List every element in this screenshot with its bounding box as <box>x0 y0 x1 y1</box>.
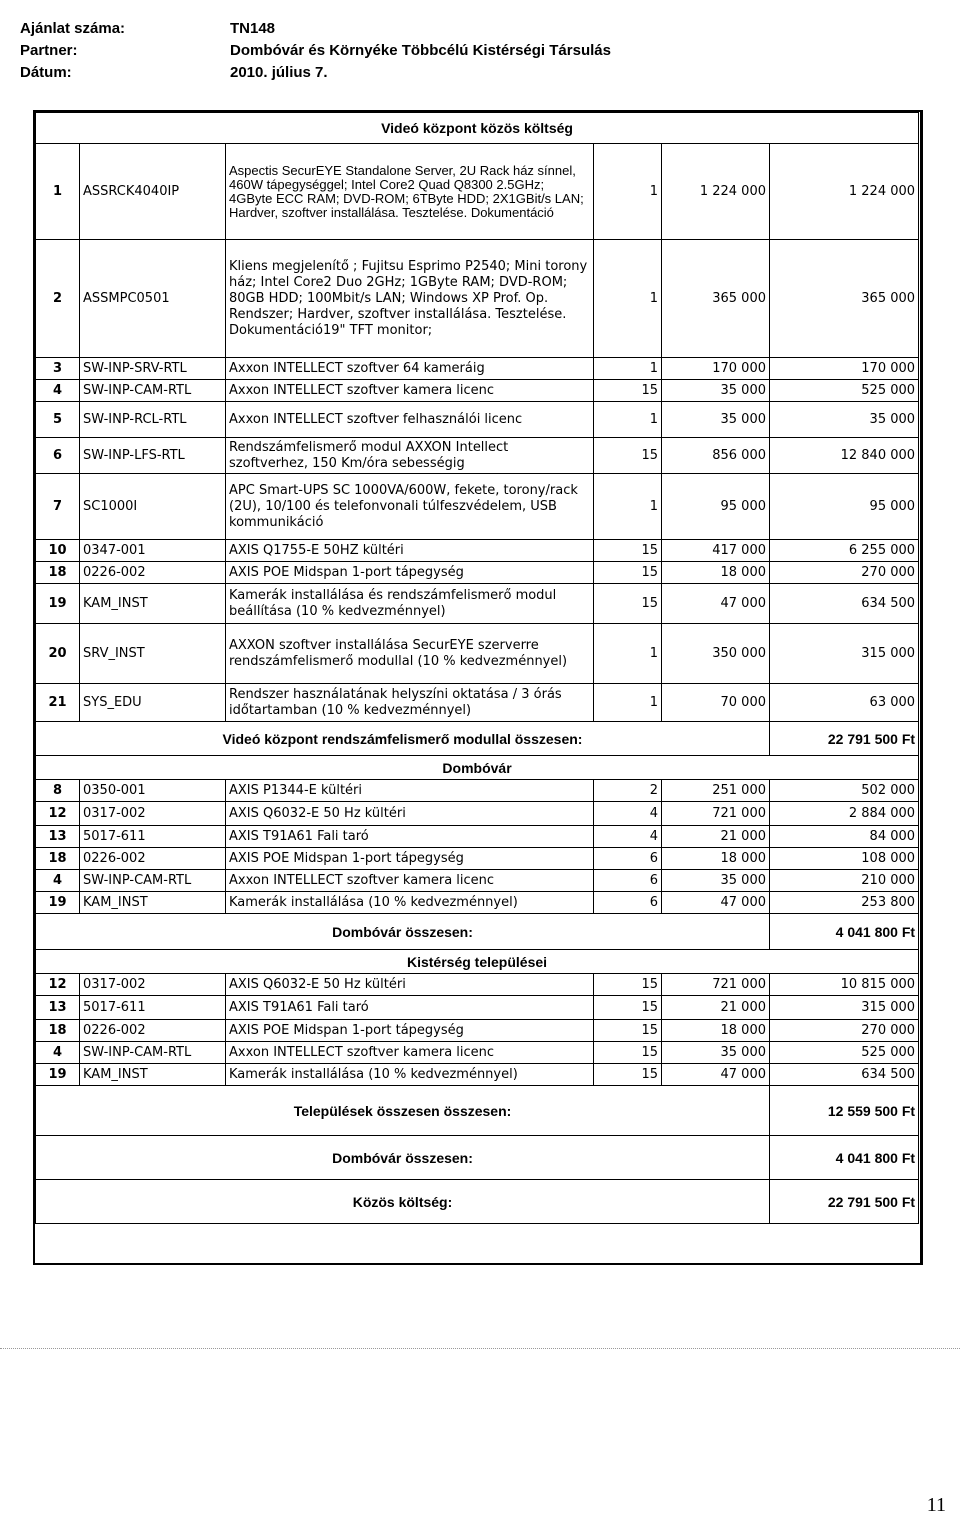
item-total: 210 000 <box>770 870 919 892</box>
item-unit-price: 47 000 <box>662 584 770 624</box>
item-quantity: 1 <box>594 240 662 358</box>
item-description: AXIS Q6032-E 50 Hz kültéri <box>226 802 594 826</box>
item-description: AXIS Q6032-E 50 Hz kültéri <box>226 974 594 996</box>
item-number: 4 <box>36 870 80 892</box>
item-quantity: 6 <box>594 870 662 892</box>
table-row <box>36 892 919 914</box>
item-number: 5 <box>36 402 80 438</box>
item-unit-price: 18 000 <box>662 562 770 584</box>
item-code: SW-INP-LFS-RTL <box>80 438 226 474</box>
table-row <box>36 826 919 848</box>
item-number: 20 <box>36 624 80 684</box>
section-title-dombovar: Dombóvár <box>36 756 919 780</box>
item-number: 10 <box>36 540 80 562</box>
item-total: 108 000 <box>770 848 919 870</box>
item-code: SW-INP-SRV-RTL <box>80 358 226 380</box>
dombovar-sum-label: Dombóvár összesen: <box>36 914 770 950</box>
item-quantity: 15 <box>594 584 662 624</box>
page-number: 11 <box>926 1494 946 1516</box>
item-number: 8 <box>36 780 80 802</box>
item-number: 6 <box>36 438 80 474</box>
scan-divider <box>0 1348 960 1349</box>
quote-table-body <box>36 113 919 1224</box>
item-unit-price: 721 000 <box>662 974 770 996</box>
table-row <box>36 540 919 562</box>
item-quantity: 1 <box>594 402 662 438</box>
date-label: Dátum: <box>20 64 72 81</box>
table-row <box>36 996 919 1020</box>
item-unit-price: 35 000 <box>662 1042 770 1064</box>
item-number: 12 <box>36 974 80 996</box>
item-quantity: 15 <box>594 974 662 996</box>
item-code: 5017-611 <box>80 996 226 1020</box>
item-quantity: 15 <box>594 996 662 1020</box>
section-title-kisterseg: Kistérség települései <box>36 950 919 974</box>
item-description: AXIS Q1755-E 50HZ kültéri <box>226 540 594 562</box>
item-code: SC1000I <box>80 474 226 540</box>
item-quantity: 4 <box>594 802 662 826</box>
item-quantity: 15 <box>594 562 662 584</box>
offer-number-value: TN148 <box>230 20 276 37</box>
item-code: KAM_INST <box>80 1064 226 1086</box>
dombovar-total-label: Dombóvár összesen: <box>36 1136 770 1180</box>
item-code: 0317-002 <box>80 802 226 826</box>
item-unit-price: 251 000 <box>662 780 770 802</box>
item-unit-price: 47 000 <box>662 1064 770 1086</box>
item-description: Kliens megjelenítő ; Fujitsu Esprimo P2540; Mini torony ház; Intel Core2 Duo 2GHz; 1GByte RAM; DVD-ROM; 80GB HDD; 100Mbit/s LAN; Windows XP Prof. Op. Rendszer; Hardver, szoftver installálása. Tesztelése. Dokumentáció19" TFT monitor; <box>226 240 594 358</box>
item-quantity: 1 <box>594 144 662 240</box>
item-number: 1 <box>36 144 80 240</box>
item-total: 170 000 <box>770 358 919 380</box>
item-unit-price: 35 000 <box>662 870 770 892</box>
item-quantity: 1 <box>594 474 662 540</box>
video-center-sum <box>36 722 919 756</box>
item-code: 5017-611 <box>80 826 226 848</box>
item-total: 525 000 <box>770 1042 919 1064</box>
item-total: 1 224 000 <box>770 144 919 240</box>
item-total: 270 000 <box>770 562 919 584</box>
section-title-dombovar-row <box>36 756 919 780</box>
item-total: 12 840 000 <box>770 438 919 474</box>
item-quantity: 15 <box>594 1020 662 1042</box>
item-description: AXXON szoftver installálása SecurEYE szerverre rendszámfelismerő modullal (10 % kedvezménnyel) <box>226 624 594 684</box>
item-unit-price: 47 000 <box>662 892 770 914</box>
item-number: 3 <box>36 358 80 380</box>
item-code: 0226-002 <box>80 848 226 870</box>
table-row <box>36 584 919 624</box>
item-description: Axxon INTELLECT szoftver felhasználói licenc <box>226 402 594 438</box>
item-unit-price: 18 000 <box>662 1020 770 1042</box>
item-number: 7 <box>36 474 80 540</box>
item-number: 19 <box>36 584 80 624</box>
offer-header <box>20 18 611 84</box>
item-number: 19 <box>36 892 80 914</box>
partner-value: Dombóvár és Környéke Többcélú Kistérségi Társulás <box>230 42 611 59</box>
item-description: Aspectis SecurEYE Standalone Server, 2U Rack ház sínnel, 460W tápegységgel; Intel Core2 Quad Q8300 2.5GHz; 4GByte ECC RAM; DVD-ROM; 6TByte HDD; 2X1GBit/s LAN; Hardver, szoftver installálása. Tesztelése. Dokumentáció <box>226 144 594 240</box>
item-quantity: 2 <box>594 780 662 802</box>
table-row <box>36 240 919 358</box>
table-row <box>36 562 919 584</box>
item-quantity: 15 <box>594 1064 662 1086</box>
item-number: 13 <box>36 826 80 848</box>
item-unit-price: 350 000 <box>662 624 770 684</box>
dombovar-total-value: 4 041 800 Ft <box>770 1136 919 1180</box>
item-code: SW-INP-CAM-RTL <box>80 380 226 402</box>
item-code: 0226-002 <box>80 562 226 584</box>
item-description: Rendszer használatának helyszíni oktatása / 3 órás időtartamban (10 % kedvezménnyel) <box>226 684 594 722</box>
dombovar-sum-value: 4 041 800 Ft <box>770 914 919 950</box>
item-description: Axxon INTELLECT szoftver kamera licenc <box>226 380 594 402</box>
item-unit-price: 1 224 000 <box>662 144 770 240</box>
section-title-kisterseg-row <box>36 950 919 974</box>
settlements-sum-value: 12 559 500 Ft <box>770 1086 919 1136</box>
item-unit-price: 21 000 <box>662 826 770 848</box>
item-code: SYS_EDU <box>80 684 226 722</box>
video-center-sum-value: 22 791 500 Ft <box>770 722 919 756</box>
item-unit-price: 18 000 <box>662 848 770 870</box>
dombovar-sum <box>36 914 919 950</box>
item-code: ASSMPC0501 <box>80 240 226 358</box>
item-description: Kamerák installálása (10 % kedvezménnyel) <box>226 892 594 914</box>
table-row <box>36 780 919 802</box>
settlements-sum-label: Települések összesen összesen: <box>36 1086 770 1136</box>
table-row <box>36 474 919 540</box>
item-total: 634 500 <box>770 1064 919 1086</box>
item-description: Axxon INTELLECT szoftver 64 kameráig <box>226 358 594 380</box>
item-description: AXIS T91A61 Fali taró <box>226 996 594 1020</box>
item-total: 95 000 <box>770 474 919 540</box>
item-unit-price: 21 000 <box>662 996 770 1020</box>
item-number: 18 <box>36 848 80 870</box>
item-total: 634 500 <box>770 584 919 624</box>
item-description: AXIS POE Midspan 1-port tápegység <box>226 1020 594 1042</box>
item-code: 0226-002 <box>80 1020 226 1042</box>
item-unit-price: 35 000 <box>662 402 770 438</box>
item-total: 502 000 <box>770 780 919 802</box>
item-number: 19 <box>36 1064 80 1086</box>
partner-row <box>20 40 611 62</box>
item-total: 253 800 <box>770 892 919 914</box>
item-quantity: 6 <box>594 892 662 914</box>
date-row <box>20 62 611 84</box>
common-cost-total-value: 22 791 500 Ft <box>770 1180 919 1224</box>
item-code: 0350-001 <box>80 780 226 802</box>
table-row <box>36 870 919 892</box>
item-quantity: 6 <box>594 848 662 870</box>
item-total: 35 000 <box>770 402 919 438</box>
item-quantity: 4 <box>594 826 662 848</box>
item-number: 12 <box>36 802 80 826</box>
item-unit-price: 417 000 <box>662 540 770 562</box>
item-unit-price: 856 000 <box>662 438 770 474</box>
item-quantity: 1 <box>594 358 662 380</box>
item-description: AXIS T91A61 Fali taró <box>226 826 594 848</box>
item-total: 84 000 <box>770 826 919 848</box>
item-total: 270 000 <box>770 1020 919 1042</box>
item-unit-price: 721 000 <box>662 802 770 826</box>
item-description: AXIS POE Midspan 1-port tápegység <box>226 562 594 584</box>
item-number: 18 <box>36 1020 80 1042</box>
table-row <box>36 144 919 240</box>
item-description: Kamerák installálása és rendszámfelismerő modul beállítása (10 % kedvezménnyel) <box>226 584 594 624</box>
item-description: AXIS P1344-E kültéri <box>226 780 594 802</box>
item-description: Rendszámfelismerő modul AXXON Intellect szoftverhez, 150 Km/óra sebességig <box>226 438 594 474</box>
item-unit-price: 95 000 <box>662 474 770 540</box>
table-row <box>36 1042 919 1064</box>
item-unit-price: 170 000 <box>662 358 770 380</box>
item-total: 63 000 <box>770 684 919 722</box>
item-code: ASSRCK4040IP <box>80 144 226 240</box>
item-total: 315 000 <box>770 996 919 1020</box>
offer-number-row <box>20 18 611 40</box>
item-description: Kamerák installálása (10 % kedvezménnyel) <box>226 1064 594 1086</box>
table-row <box>36 974 919 996</box>
item-code: SRV_INST <box>80 624 226 684</box>
item-quantity: 15 <box>594 1042 662 1064</box>
table-row <box>36 848 919 870</box>
item-code: 0347-001 <box>80 540 226 562</box>
date-value: 2010. július 7. <box>230 64 328 81</box>
item-number: 2 <box>36 240 80 358</box>
table-row <box>36 624 919 684</box>
item-number: 4 <box>36 1042 80 1064</box>
item-description: APC Smart-UPS SC 1000VA/600W, fekete, torony/rack (2U), 10/100 és telefonvonali túlfeszvédelem, USB kommunikáció <box>226 474 594 540</box>
table-row <box>36 1020 919 1042</box>
dombovar-total <box>36 1136 919 1180</box>
item-description: Axxon INTELLECT szoftver kamera licenc <box>226 870 594 892</box>
item-code: SW-INP-CAM-RTL <box>80 870 226 892</box>
item-description: AXIS POE Midspan 1-port tápegység <box>226 848 594 870</box>
item-quantity: 1 <box>594 624 662 684</box>
item-code: SW-INP-RCL-RTL <box>80 402 226 438</box>
video-center-sum-label: Videó központ rendszámfelismerő modullal összesen: <box>36 722 770 756</box>
offer-number-label: Ajánlat száma: <box>20 20 126 37</box>
item-quantity: 15 <box>594 540 662 562</box>
item-quantity: 1 <box>594 684 662 722</box>
settlements-sum <box>36 1086 919 1136</box>
item-unit-price: 70 000 <box>662 684 770 722</box>
item-number: 13 <box>36 996 80 1020</box>
table-row <box>36 438 919 474</box>
item-total: 315 000 <box>770 624 919 684</box>
partner-label: Partner: <box>20 42 78 59</box>
item-code: 0317-002 <box>80 974 226 996</box>
item-unit-price: 35 000 <box>662 380 770 402</box>
item-description: Axxon INTELLECT szoftver kamera licenc <box>226 1042 594 1064</box>
item-total: 2 884 000 <box>770 802 919 826</box>
common-cost-total-label: Közös költség: <box>36 1180 770 1224</box>
table-row <box>36 358 919 380</box>
item-code: KAM_INST <box>80 584 226 624</box>
item-number: 4 <box>36 380 80 402</box>
common-cost-total <box>36 1180 919 1224</box>
table-row <box>36 684 919 722</box>
table-row <box>36 380 919 402</box>
item-quantity: 15 <box>594 380 662 402</box>
quote-sheet <box>33 110 923 1265</box>
quote-table <box>35 112 919 1224</box>
table-row <box>36 1064 919 1086</box>
item-number: 21 <box>36 684 80 722</box>
item-code: KAM_INST <box>80 892 226 914</box>
item-total: 6 255 000 <box>770 540 919 562</box>
item-number: 18 <box>36 562 80 584</box>
item-code: SW-INP-CAM-RTL <box>80 1042 226 1064</box>
item-quantity: 15 <box>594 438 662 474</box>
section-title-video-center: Videó központ közös költség <box>36 113 919 144</box>
item-total: 525 000 <box>770 380 919 402</box>
table-row <box>36 802 919 826</box>
item-unit-price: 365 000 <box>662 240 770 358</box>
table-row <box>36 402 919 438</box>
item-total: 365 000 <box>770 240 919 358</box>
item-total: 10 815 000 <box>770 974 919 996</box>
